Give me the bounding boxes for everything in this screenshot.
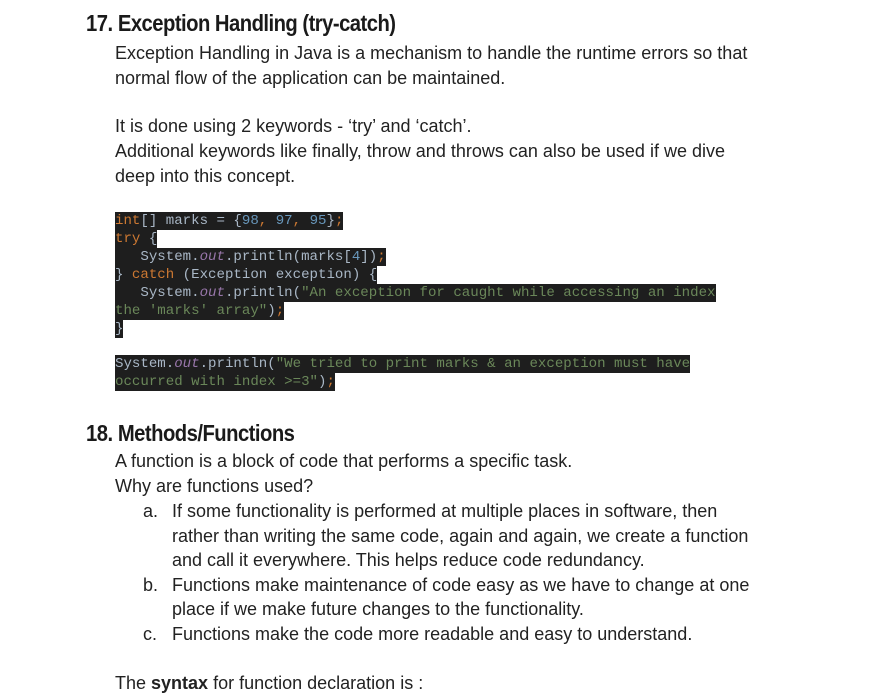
code-token: System. (115, 285, 200, 301)
code-token: 97 (275, 213, 293, 229)
code-token: catch (131, 267, 175, 283)
code-token: 4 (351, 249, 361, 265)
section-17-title: Exception Handling (try-catch) (117, 10, 396, 36)
paragraph-line: deep into this concept. (115, 165, 296, 186)
list-marker: a. (143, 501, 159, 521)
code-line (115, 248, 386, 266)
section-18-paragraph-2: Why are functions used? (115, 476, 314, 496)
code-token: the 'marks' array" (115, 303, 268, 319)
code-token: ]) (360, 249, 378, 265)
code-token: } (115, 267, 132, 283)
code-line (115, 212, 343, 230)
code-line (115, 373, 335, 391)
list-marker: c. (143, 623, 158, 644)
code-token: 98 (241, 213, 259, 229)
code-token: out (199, 249, 225, 265)
code-token: ; (326, 374, 335, 390)
list-item (143, 499, 749, 573)
code-token: , (258, 213, 276, 229)
section-17-paragraph-2: It is done using 2 keywords - ‘try’ and ‘catch’. (115, 116, 472, 136)
list-item-text: Functions make the code more readable and easy to understand. (172, 623, 693, 644)
list-marker: b. (143, 574, 159, 595)
section-17-number: 17. (86, 10, 113, 36)
code-token: out (174, 356, 200, 372)
syntax-suffix: for function declaration is : (208, 673, 424, 693)
syntax-prefix: The (115, 673, 152, 693)
section-18-number: 18. (86, 420, 113, 446)
code-token: "We tried to print marks & an exception must have (275, 356, 691, 372)
list-item-text: Functions make maintenance of code easy as we have to change at one place if we make future changes to the functionality. (172, 574, 750, 619)
code-token: try (115, 231, 141, 247)
code-token: [] marks = { (140, 213, 242, 229)
code-line (115, 320, 123, 338)
code-token: ; (334, 213, 344, 229)
code-line (115, 266, 377, 284)
code-token: , (292, 213, 310, 229)
code-token: out (199, 285, 225, 301)
syntax-bold: syntax (151, 673, 209, 693)
list-item (143, 622, 749, 647)
code-token: ; (275, 303, 285, 319)
code-token: ) (267, 303, 276, 319)
section-18-paragraph-1: A function is a block of code that performs a specific task. (115, 451, 573, 471)
code-line (115, 284, 716, 302)
list-item (143, 573, 749, 622)
code-token: occurred with index >=3" (115, 374, 318, 390)
section-18-title: Methods/Functions (117, 420, 295, 446)
code-token: System. (115, 356, 175, 372)
code-token: System. (115, 249, 200, 265)
paragraph-line: Exception Handling in Java is a mechanism to handle the runtime errors so that (115, 43, 748, 63)
code-token: int (115, 213, 141, 229)
code-token: (Exception exception) { (174, 267, 378, 283)
code-line (115, 302, 284, 320)
code-block-println (115, 355, 690, 391)
list-item-text: If some functionality is performed at multiple places in software, then rather than writing the same code, again and again, we create a function and call it everywhere. This helps reduce code redundancy. (172, 501, 749, 570)
code-token: .println( (224, 285, 302, 301)
section-17-heading (86, 10, 396, 37)
code-token: 95 (309, 213, 327, 229)
syntax-paragraph (115, 671, 423, 696)
paragraph-line: Additional keywords like finally, throw and throws can also be used if we dive (115, 141, 725, 161)
reasons-list (143, 499, 749, 646)
code-token: .println( (199, 356, 276, 372)
code-line (115, 230, 157, 248)
paragraph-line: normal flow of the application can be maintained. (115, 67, 506, 88)
code-block-try-catch (115, 212, 716, 338)
section-17-paragraph-1 (115, 41, 747, 90)
code-token: { (140, 231, 158, 247)
code-token: .println(marks[ (224, 249, 352, 265)
code-token: ; (377, 249, 386, 265)
code-token: } (326, 213, 335, 229)
section-17-paragraph-3 (115, 139, 725, 188)
section-18-heading (86, 420, 294, 447)
code-line (115, 355, 690, 373)
code-token: ) (317, 374, 327, 390)
code-token: } (115, 321, 124, 337)
code-token: "An exception for caught while accessing an index (301, 285, 716, 301)
